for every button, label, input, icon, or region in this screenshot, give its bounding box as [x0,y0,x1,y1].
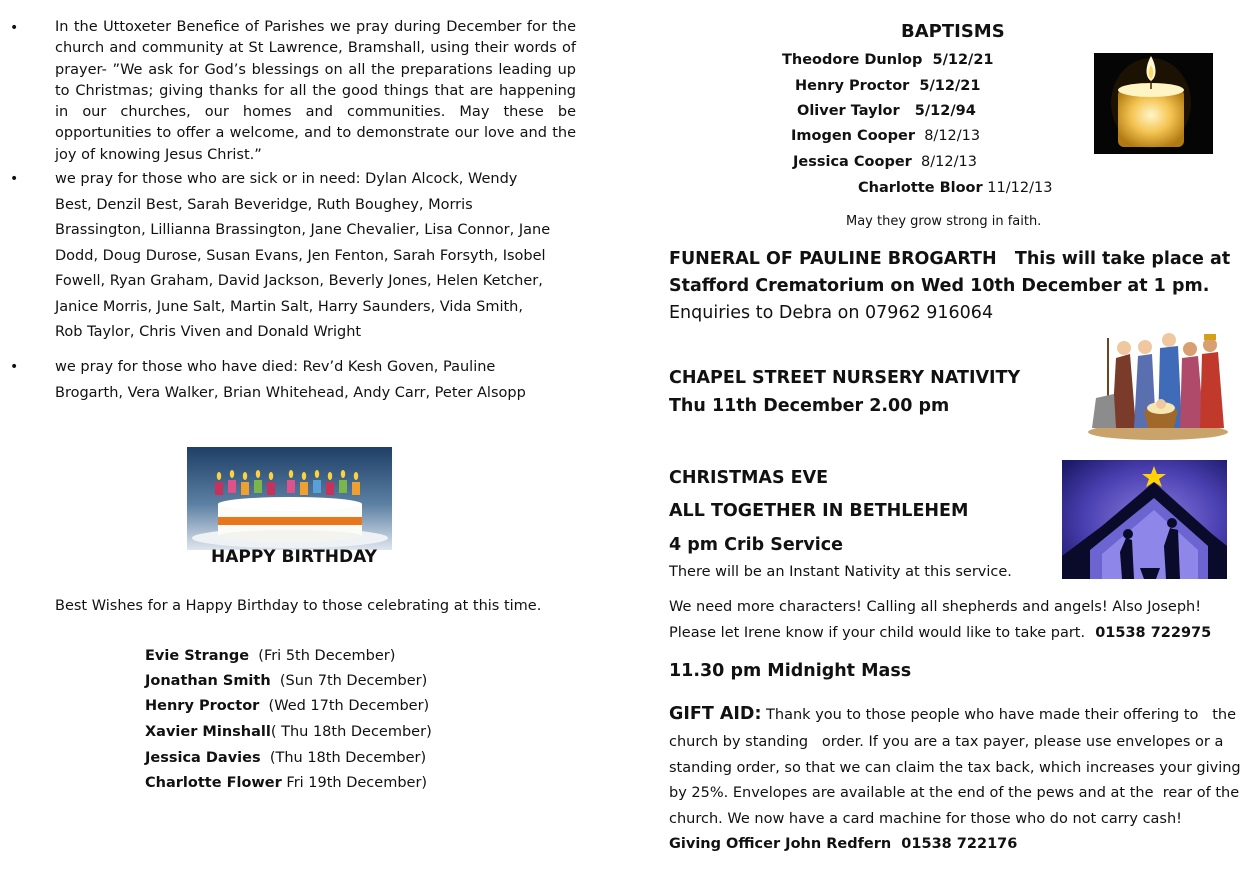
crib-service: 4 pm Crib Service [669,535,843,555]
christmas-eve-subtitle: ALL TOGETHER IN BETHLEHEM [669,501,969,521]
baptism-date: 8/12/13 [914,128,981,144]
birthday-date: Fri 19th December) [281,775,428,791]
baptism-entry [795,78,980,94]
birthday-name: Charlotte Flower [145,775,282,791]
funeral-line-2: Stafford Crematorium on Wed 10th December at 1 pm. [669,276,1210,296]
baptism-name: Imogen Cooper [791,128,915,144]
birthday-date: ( Thu 18th December) [270,724,432,740]
birthday-name: Xavier Minshall [145,724,271,740]
birthday-heading: HAPPY BIRTHDAY [211,547,377,567]
characters-contact-line [669,625,1211,641]
gift-aid-line-4: by 25%. Envelopes are available at the end of the pews and at the rear of the [669,785,1240,801]
bullet: • [10,20,19,36]
birthday-date: (Fri 5th December) [249,648,396,664]
baptism-blessing: May they grow strong in faith. [846,214,1042,229]
bullet: • [10,171,19,187]
baptism-date: 5/12/21 [922,52,994,68]
baptism-name: Henry Proctor [795,78,910,94]
birthday-name: Jonathan Smith [145,673,271,689]
christmas-eve-title: CHRISTMAS EVE [669,468,829,488]
gift-aid-line-5: church. We now have a card machine for those who do not carry cash! [669,811,1182,827]
gift-aid-line-1 [669,704,1236,724]
prayer-sick-list: we pray for those who are sick or in need: Dylan Alcock, Wendy Best, Denzil Best, Sarah Beveridge, Ruth Boughey, Morris Brassington, Lillianna Brassington, Jane Chevalier, Lisa Connor, Jane Dodd, Doug Durose, Susan Evans, Jen Fenton, Sarah Forsyth, Isobel Fowell, Ryan Graham, David Jackson, Beverly Jones, Helen Ketcher, Janice Morris, June Salt, Martin Salt, Harry Saunders, Vida Smith, Rob Taylor, Chris Viven and Donald Wright [55,171,551,340]
characters-call: We need more characters! Calling all shepherds and angels! Also Joseph! [669,599,1202,615]
birthday-name: Henry Proctor [145,698,260,714]
birthday-entry [145,750,426,766]
prayer-died-list: we pray for those who have died: Rev’d Kesh Goven, Pauline Brogarth, Vera Walker, Brian Whitehead, Andy Carr, Peter Alsopp [55,359,526,401]
nativity-clipart-image [1086,328,1229,441]
baptism-entry [791,128,980,144]
candle-image [1094,53,1213,154]
baptism-date: 5/12/21 [909,78,981,94]
nativity-title: CHAPEL STREET NURSERY NATIVITY [669,368,1021,388]
gift-aid-label: GIFT AID: [669,704,762,724]
gift-aid-line-3: standing order, so that we can claim the tax back, which increases your giving [669,760,1241,776]
baptism-date: 8/12/13 [911,154,977,170]
baptism-date: 11/12/13 [982,180,1053,196]
baptism-name: Jessica Cooper [793,154,912,170]
prayer-intro-paragraph: In the Uttoxeter Benefice of Parishes we pray during December for the church and community at St Lawrence, Bramshall, using their words of prayer- ”We ask for God’s blessings on all the preparations leading up to Christmas; giving thanks for all the good things that are happening in our churches, our homes and communities. May these be opportunities to offer a welcome, and to demonstrate our love and the joy of knowing Jesus Christ.” [55,19,576,163]
baptism-name: Theodore Dunlop [782,52,923,68]
baptism-name: Oliver Taylor [797,103,900,119]
baptism-date: 5/12/94 [899,103,976,119]
birthday-entry [145,673,427,689]
gift-aid-text: Thank you to those people who have made their offering to the [761,707,1237,723]
instant-nativity-note: There will be an Instant Nativity at this service. [669,564,1012,580]
birthday-date: (Sun 7th December) [270,673,428,689]
gift-aid-line-2: church by standing order. If you are a tax payer, please use envelopes or a [669,734,1224,750]
birthday-cake-image [187,447,392,550]
baptism-entry [858,180,1052,196]
birthday-entry [145,698,429,714]
birthday-entry [145,775,427,791]
birthday-name: Evie Strange [145,648,250,664]
nativity-silhouette-image [1062,460,1227,579]
baptism-entry [797,103,976,119]
characters-contact: Please let Irene know if your child would like to take part. [669,625,1086,641]
birthday-intro: Best Wishes for a Happy Birthday to those celebrating at this time. [55,598,542,614]
baptisms-heading: BAPTISMS [901,21,1005,42]
giving-officer: Giving Officer John Redfern 01538 722176 [669,836,1018,852]
funeral-enquiries: Enquiries to Debra on 07962 916064 [669,303,994,323]
birthday-entry [145,724,432,740]
bullet: • [10,359,19,375]
birthday-date: (Thu 18th December) [260,750,427,766]
baptism-name: Charlotte Bloor [858,180,983,196]
nativity-when: Thu 11th December 2.00 pm [669,396,950,416]
birthday-entry [145,648,395,664]
birthday-name: Jessica Davies [145,750,261,766]
midnight-mass: 11.30 pm Midnight Mass [669,661,912,681]
baptism-entry [782,52,994,68]
baptism-entry [793,154,977,170]
irene-phone: 01538 722975 [1085,625,1212,641]
birthday-date: (Wed 17th December) [259,698,430,714]
funeral-line-1: FUNERAL OF PAULINE BROGARTH This will take place at [669,249,1231,269]
